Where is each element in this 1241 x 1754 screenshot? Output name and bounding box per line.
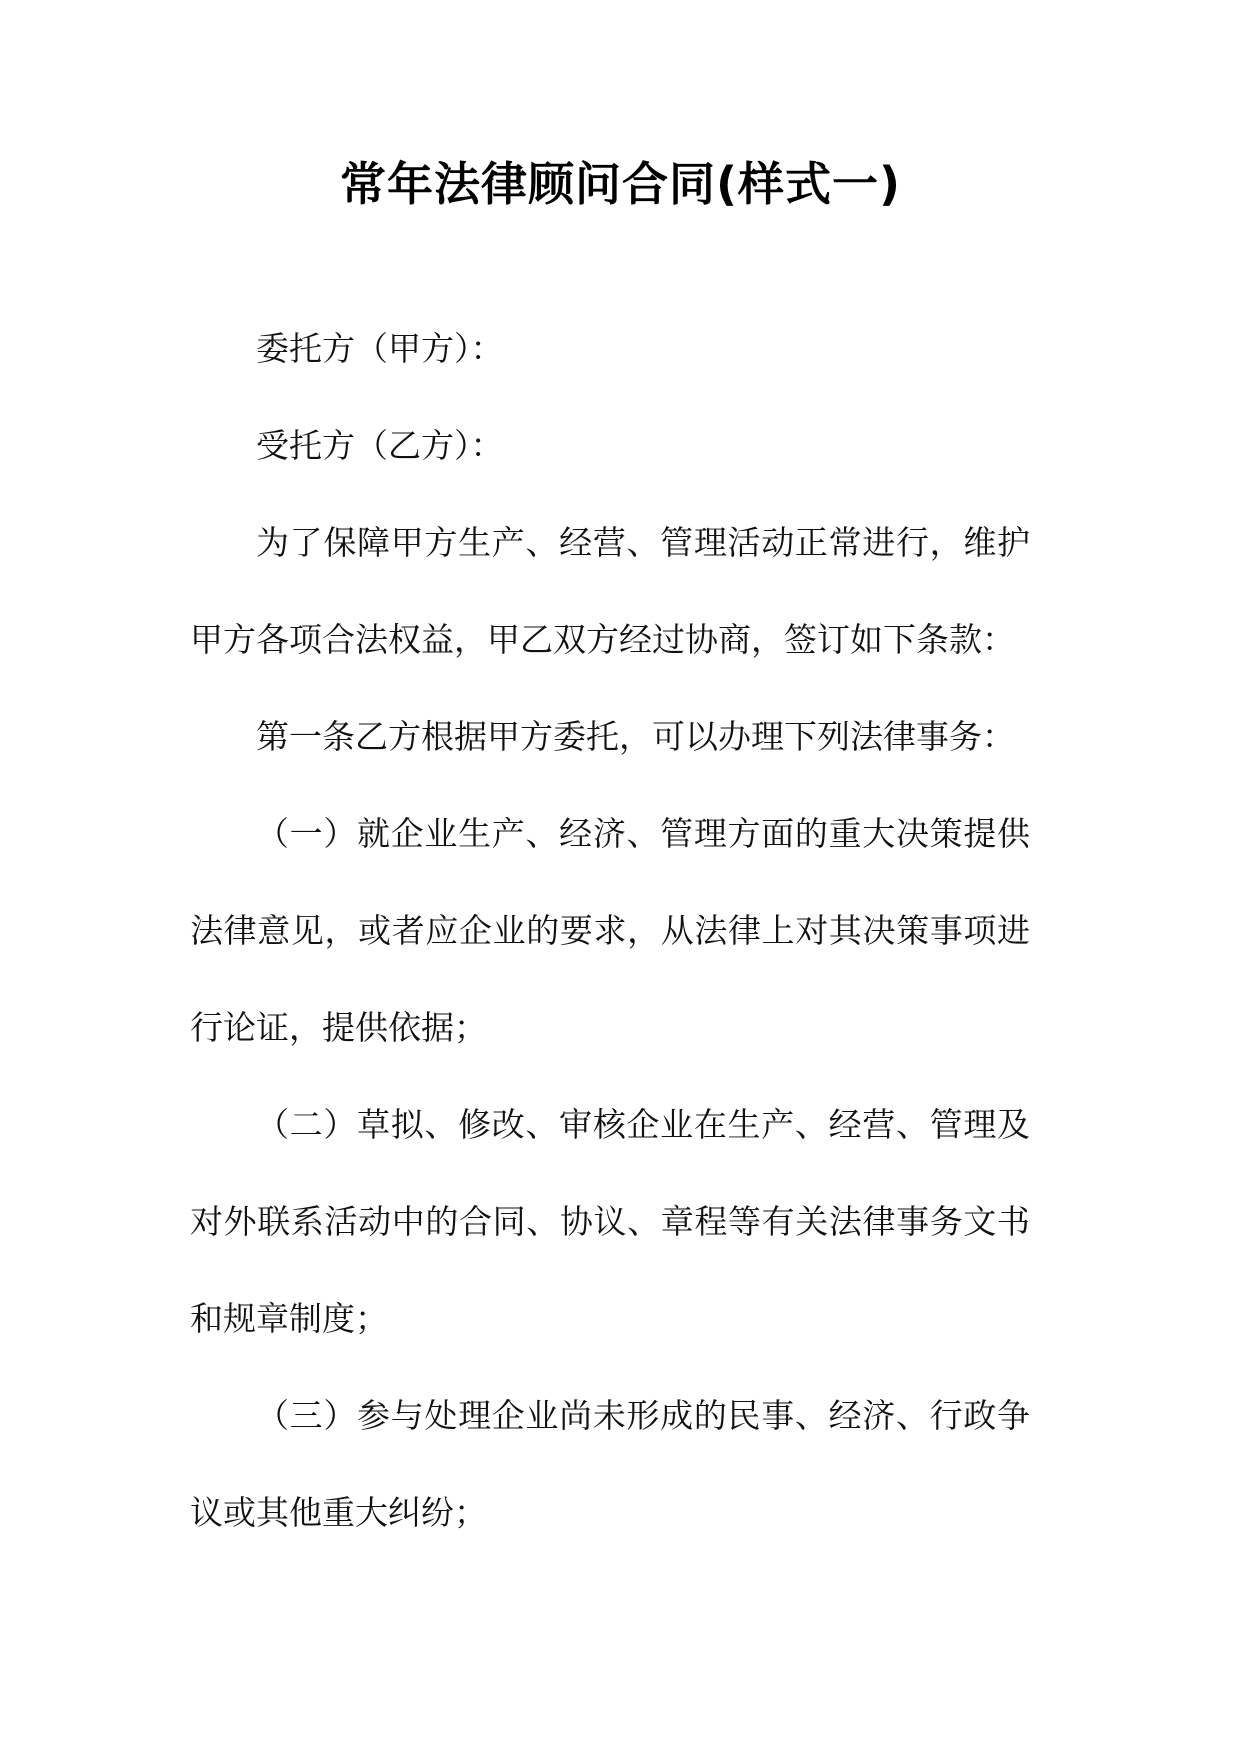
document-body bbox=[190, 300, 1030, 1561]
clause-three: （三）参与处理企业尚未形成的民事、经济、行政争议或其他重大纠纷； bbox=[190, 1396, 1030, 1532]
document-title: 常年法律顾问合同(样式一) bbox=[339, 157, 902, 211]
clause-two: （二）草拟、修改、审核企业在生产、经营、管理及对外联系活动中的合同、协议、章程等有关法律事务文书和规章制度； bbox=[190, 1105, 1030, 1338]
article-one-heading: 第一条乙方根据甲方委托，可以办理下列法律事务： bbox=[256, 717, 1015, 756]
party-b-line: 受托方（乙方）： bbox=[256, 426, 504, 465]
clause-one: （一）就企业生产、经济、管理方面的重大决策提供法律意见，或者应企业的要求，从法律上对其决策事项进行论证，提供依据； bbox=[190, 814, 1030, 1047]
preamble-paragraph: 为了保障甲方生产、经营、管理活动正常进行，维护甲方各项合法权益，甲乙双方经过协商，签订如下条款： bbox=[190, 523, 1030, 659]
party-a-line: 委托方（甲方）： bbox=[256, 329, 504, 368]
